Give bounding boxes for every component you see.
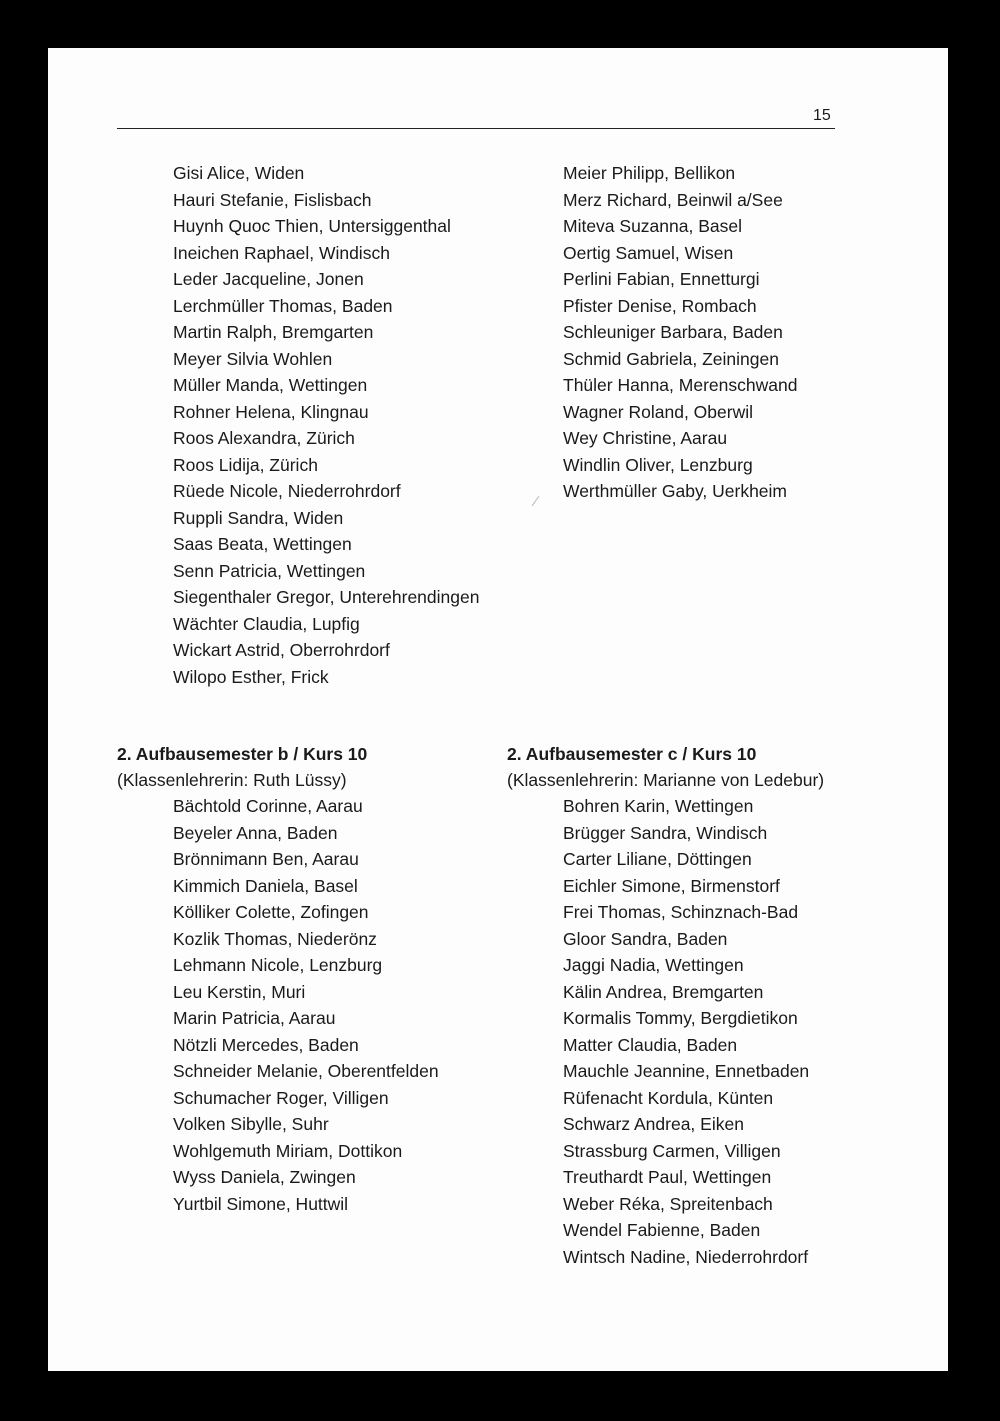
student-entry: Perlini Fabian, Ennetturgi bbox=[563, 269, 760, 289]
student-entry: Eichler Simone, Birmenstorf bbox=[563, 875, 780, 896]
student-entry: Weber Réka, Spreitenbach bbox=[563, 1193, 773, 1214]
student-entry: Wilopo Esther, Frick bbox=[173, 666, 329, 687]
section-c-heading: 2. Aufbausemester c / Kurs 10 bbox=[507, 744, 757, 764]
student-entry: Rüfenacht Kordula, Künten bbox=[563, 1087, 774, 1108]
section-b-student-list bbox=[173, 793, 439, 1217]
student-entry: Ruppli Sandra, Widen bbox=[173, 507, 344, 528]
section-b-heading: 2. Aufbausemester b / Kurs 10 bbox=[117, 744, 368, 764]
student-entry: Müller Manda, Wettingen bbox=[173, 375, 368, 395]
student-entry: Brönnimann Ben, Aarau bbox=[173, 849, 359, 869]
student-entry: Brügger Sandra, Windisch bbox=[563, 822, 768, 843]
student-entry: Nötzli Mercedes, Baden bbox=[173, 1034, 359, 1055]
student-entry: Kälin Andrea, Bremgarten bbox=[563, 981, 764, 1002]
student-entry: Leu Kerstin, Muri bbox=[173, 981, 306, 1002]
student-entry: Kormalis Tommy, Bergdietikon bbox=[563, 1008, 798, 1028]
student-entry: Matter Claudia, Baden bbox=[563, 1034, 738, 1055]
student-entry: Wagner Roland, Oberwil bbox=[563, 401, 753, 422]
student-entry: Senn Patricia, Wettingen bbox=[173, 560, 366, 581]
student-entry: Bächtold Corinne, Aarau bbox=[173, 796, 363, 816]
student-entry: Kölliker Colette, Zofingen bbox=[173, 902, 369, 922]
student-entry: Schwarz Andrea, Eiken bbox=[563, 1114, 744, 1134]
student-entry: Mauchle Jeannine, Ennetbaden bbox=[563, 1061, 810, 1081]
student-entry: Schleuniger Barbara, Baden bbox=[563, 322, 783, 342]
student-entry: Kimmich Daniela, Basel bbox=[173, 875, 358, 896]
student-entry: Wendel Fabienne, Baden bbox=[563, 1220, 761, 1240]
student-entry: Martin Ralph, Bremgarten bbox=[173, 322, 374, 342]
student-entry: Beyeler Anna, Baden bbox=[173, 822, 338, 843]
student-entry: Wohlgemuth Miriam, Dottikon bbox=[173, 1140, 403, 1161]
student-entry: Volken Sibylle, Suhr bbox=[173, 1114, 329, 1134]
student-entry: Strassburg Carmen, Villigen bbox=[563, 1140, 781, 1161]
student-entry: Werthmüller Gaby, Uerkheim bbox=[563, 481, 787, 501]
section-c-student-list bbox=[563, 793, 809, 1270]
student-entry: Wyss Daniela, Zwingen bbox=[173, 1167, 356, 1187]
student-list-continued-left bbox=[173, 160, 479, 690]
student-entry: Treuthardt Paul, Wettingen bbox=[563, 1167, 772, 1187]
student-entry: Frei Thomas, Schinznach-Bad bbox=[563, 902, 799, 922]
student-entry: Lerchmüller Thomas, Baden bbox=[173, 295, 393, 316]
student-entry: Bohren Karin, Wettingen bbox=[563, 796, 754, 816]
student-entry: Kozlik Thomas, Niederönz bbox=[173, 928, 377, 949]
student-entry: Gloor Sandra, Baden bbox=[563, 928, 728, 949]
student-entry: Ineichen Raphael, Windisch bbox=[173, 242, 390, 263]
student-entry: Wintsch Nadine, Niederrohrdorf bbox=[563, 1246, 809, 1267]
student-entry: Oertig Samuel, Wisen bbox=[563, 242, 734, 263]
student-entry: Rohner Helena, Klingnau bbox=[173, 401, 369, 422]
student-entry: Jaggi Nadia, Wettingen bbox=[563, 955, 744, 975]
student-entry: Huynh Quoc Thien, Untersiggenthal bbox=[173, 216, 451, 236]
student-entry: Lehmann Nicole, Lenzburg bbox=[173, 955, 383, 975]
student-entry: Leder Jacqueline, Jonen bbox=[173, 269, 364, 289]
student-entry: Siegenthaler Gregor, Unterehrendingen bbox=[173, 587, 480, 607]
student-entry: Hauri Stefanie, Fislisbach bbox=[173, 189, 372, 210]
student-entry: Marin Patricia, Aarau bbox=[173, 1008, 336, 1028]
student-entry: Carter Liliane, Döttingen bbox=[563, 849, 752, 869]
student-entry: Wickart Astrid, Oberrohrdorf bbox=[173, 640, 390, 660]
student-list-continued-right bbox=[563, 160, 797, 505]
student-entry: Rüede Nicole, Niederrohrdorf bbox=[173, 481, 401, 501]
student-entry: Merz Richard, Beinwil a/See bbox=[563, 189, 783, 210]
student-entry: Schmid Gabriela, Zeiningen bbox=[563, 348, 779, 369]
student-entry: Yurtbil Simone, Huttwil bbox=[173, 1193, 349, 1214]
student-entry: Wey Christine, Aarau bbox=[563, 428, 728, 448]
student-entry: Pfister Denise, Rombach bbox=[563, 295, 757, 316]
student-entry: Miteva Suzanna, Basel bbox=[563, 216, 742, 236]
page-number: 15 bbox=[813, 107, 831, 124]
section-c-teacher: (Klassenlehrerin: Marianne von Ledebur) bbox=[507, 770, 825, 790]
student-entry: Meier Philipp, Bellikon bbox=[563, 163, 736, 183]
student-entry: Schneider Melanie, Oberentfelden bbox=[173, 1061, 439, 1081]
student-entry: Windlin Oliver, Lenzburg bbox=[563, 454, 753, 475]
student-entry: Schumacher Roger, Villigen bbox=[173, 1087, 389, 1108]
student-entry: Thüler Hanna, Merenschwand bbox=[563, 375, 798, 395]
section-b-teacher: (Klassenlehrerin: Ruth Lüssy) bbox=[117, 770, 347, 790]
student-entry: Gisi Alice, Widen bbox=[173, 163, 305, 183]
student-entry: Roos Lidija, Zürich bbox=[173, 454, 318, 475]
student-entry: Wächter Claudia, Lupfig bbox=[173, 613, 360, 634]
header-rule bbox=[117, 128, 835, 129]
student-entry: Meyer Silvia Wohlen bbox=[173, 348, 333, 369]
student-entry: Roos Alexandra, Zürich bbox=[173, 428, 355, 448]
student-entry: Saas Beata, Wettingen bbox=[173, 534, 352, 554]
